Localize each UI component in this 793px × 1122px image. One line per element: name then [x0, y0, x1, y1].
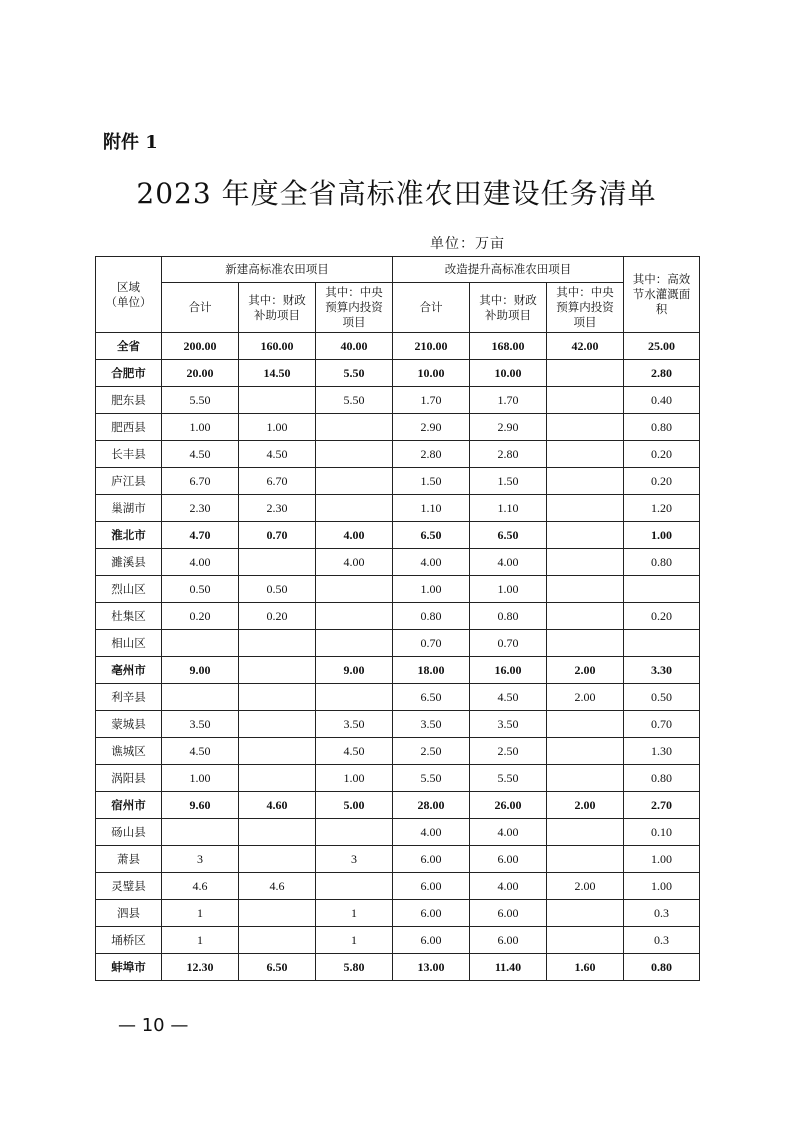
value-cell: 0.50 [624, 684, 700, 711]
value-cell: 1.70 [470, 387, 547, 414]
value-cell: 1 [316, 927, 393, 954]
value-cell: 5.50 [393, 765, 470, 792]
value-cell: 6.00 [393, 873, 470, 900]
value-cell: 2.00 [547, 873, 624, 900]
value-cell: 0.80 [393, 603, 470, 630]
value-cell: 2.70 [624, 792, 700, 819]
region-name-cell: 全省 [96, 333, 162, 360]
region-name-cell: 埇桥区 [96, 927, 162, 954]
value-cell [547, 549, 624, 576]
header-region: 区域 （单位） [96, 257, 162, 333]
table-row [96, 792, 700, 819]
value-cell: 2.90 [393, 414, 470, 441]
value-cell [547, 414, 624, 441]
value-cell: 6.00 [393, 846, 470, 873]
value-cell: 0.40 [624, 387, 700, 414]
value-cell [547, 387, 624, 414]
region-name-cell: 泗县 [96, 900, 162, 927]
value-cell: 4.50 [239, 441, 316, 468]
value-cell: 1.00 [624, 846, 700, 873]
value-cell [547, 360, 624, 387]
region-name-cell: 谯城区 [96, 738, 162, 765]
value-cell: 2.80 [624, 360, 700, 387]
value-cell [624, 630, 700, 657]
region-name-cell: 巢湖市 [96, 495, 162, 522]
value-cell [547, 468, 624, 495]
header-new-fiscal: 其中：财政补助项目 [239, 283, 316, 333]
value-cell: 9.00 [162, 657, 239, 684]
value-cell: 2.80 [470, 441, 547, 468]
region-name-cell: 萧县 [96, 846, 162, 873]
value-cell [316, 873, 393, 900]
value-cell: 1.20 [624, 495, 700, 522]
value-cell: 1.10 [470, 495, 547, 522]
value-cell [547, 846, 624, 873]
value-cell: 0.80 [624, 549, 700, 576]
value-cell [547, 441, 624, 468]
value-cell [239, 927, 316, 954]
value-cell [316, 414, 393, 441]
value-cell [547, 522, 624, 549]
table-row [96, 360, 700, 387]
value-cell: 4.00 [316, 522, 393, 549]
value-cell: 0.80 [624, 765, 700, 792]
value-cell [239, 819, 316, 846]
value-cell: 11.40 [470, 954, 547, 981]
value-cell: 10.00 [393, 360, 470, 387]
value-cell: 1.00 [470, 576, 547, 603]
value-cell: 4.6 [239, 873, 316, 900]
value-cell: 1.00 [162, 765, 239, 792]
region-name-cell: 肥东县 [96, 387, 162, 414]
value-cell: 2.50 [393, 738, 470, 765]
value-cell: 0.50 [162, 576, 239, 603]
value-cell [547, 495, 624, 522]
value-cell: 4.00 [470, 549, 547, 576]
value-cell [547, 900, 624, 927]
value-cell: 3.50 [470, 711, 547, 738]
value-cell: 6.50 [239, 954, 316, 981]
value-cell [547, 927, 624, 954]
header-irrigation: 其中：高效节水灌溉面积 [624, 257, 700, 333]
value-cell: 1.00 [239, 414, 316, 441]
table-row [96, 333, 700, 360]
value-cell: 6.00 [393, 927, 470, 954]
value-cell: 0.20 [162, 603, 239, 630]
value-cell [162, 684, 239, 711]
header-new-total: 合计 [162, 283, 239, 333]
value-cell: 0.10 [624, 819, 700, 846]
value-cell [547, 603, 624, 630]
value-cell: 2.00 [547, 792, 624, 819]
value-cell: 1.00 [624, 873, 700, 900]
table-row [96, 684, 700, 711]
value-cell [547, 576, 624, 603]
value-cell: 1.00 [316, 765, 393, 792]
table-row [96, 576, 700, 603]
value-cell: 2.50 [470, 738, 547, 765]
table-body [96, 333, 700, 981]
value-cell: 20.00 [162, 360, 239, 387]
value-cell: 200.00 [162, 333, 239, 360]
value-cell: 6.50 [393, 522, 470, 549]
value-cell: 26.00 [470, 792, 547, 819]
value-cell: 4.00 [393, 549, 470, 576]
value-cell: 2.30 [239, 495, 316, 522]
value-cell [239, 387, 316, 414]
header-new-central: 其中：中央预算内投资项目 [316, 283, 393, 333]
value-cell [316, 684, 393, 711]
value-cell [316, 495, 393, 522]
value-cell: 2.30 [162, 495, 239, 522]
value-cell: 40.00 [316, 333, 393, 360]
region-name-cell: 宿州市 [96, 792, 162, 819]
table-row [96, 927, 700, 954]
table-row [96, 873, 700, 900]
value-cell: 2.80 [393, 441, 470, 468]
region-name-cell: 长丰县 [96, 441, 162, 468]
value-cell [239, 657, 316, 684]
value-cell: 3 [316, 846, 393, 873]
value-cell: 0.50 [239, 576, 316, 603]
value-cell: 2.00 [547, 684, 624, 711]
value-cell: 0.20 [239, 603, 316, 630]
value-cell: 1.50 [470, 468, 547, 495]
value-cell [316, 441, 393, 468]
value-cell [239, 900, 316, 927]
table-row [96, 441, 700, 468]
value-cell [239, 684, 316, 711]
value-cell: 0.70 [470, 630, 547, 657]
value-cell: 6.70 [239, 468, 316, 495]
table-row [96, 630, 700, 657]
region-name-cell: 合肥市 [96, 360, 162, 387]
value-cell: 0.20 [624, 441, 700, 468]
value-cell: 28.00 [393, 792, 470, 819]
value-cell [316, 819, 393, 846]
value-cell [547, 630, 624, 657]
region-name-cell: 濉溪县 [96, 549, 162, 576]
attachment-label: 附件 1 [103, 132, 158, 153]
value-cell: 210.00 [393, 333, 470, 360]
value-cell: 1 [162, 900, 239, 927]
table-row [96, 846, 700, 873]
value-cell: 2.00 [547, 657, 624, 684]
value-cell: 3 [162, 846, 239, 873]
region-name-cell: 杜集区 [96, 603, 162, 630]
value-cell: 6.00 [470, 900, 547, 927]
value-cell: 1.10 [393, 495, 470, 522]
value-cell [547, 738, 624, 765]
value-cell: 4.50 [162, 738, 239, 765]
region-name-cell: 蚌埠市 [96, 954, 162, 981]
value-cell: 9.60 [162, 792, 239, 819]
value-cell [316, 630, 393, 657]
table-row [96, 549, 700, 576]
value-cell: 1.00 [624, 522, 700, 549]
value-cell: 0.3 [624, 900, 700, 927]
value-cell: 1.50 [393, 468, 470, 495]
region-name-cell: 灵璧县 [96, 873, 162, 900]
value-cell: 4.60 [239, 792, 316, 819]
value-cell [547, 819, 624, 846]
region-name-cell: 肥西县 [96, 414, 162, 441]
value-cell: 0.80 [624, 954, 700, 981]
region-name-cell: 烈山区 [96, 576, 162, 603]
value-cell: 14.50 [239, 360, 316, 387]
value-cell: 0.20 [624, 603, 700, 630]
table-row [96, 468, 700, 495]
value-cell: 18.00 [393, 657, 470, 684]
value-cell: 5.00 [316, 792, 393, 819]
value-cell [316, 468, 393, 495]
value-cell [547, 711, 624, 738]
value-cell: 25.00 [624, 333, 700, 360]
value-cell: 9.00 [316, 657, 393, 684]
value-cell: 0.3 [624, 927, 700, 954]
value-cell: 6.00 [393, 900, 470, 927]
table-row [96, 954, 700, 981]
value-cell: 0.70 [393, 630, 470, 657]
value-cell: 4.50 [316, 738, 393, 765]
value-cell: 4.6 [162, 873, 239, 900]
value-cell: 5.50 [162, 387, 239, 414]
table-row [96, 765, 700, 792]
value-cell [624, 576, 700, 603]
value-cell: 12.30 [162, 954, 239, 981]
value-cell [316, 603, 393, 630]
value-cell: 6.70 [162, 468, 239, 495]
value-cell: 5.50 [316, 387, 393, 414]
table-row [96, 657, 700, 684]
region-name-cell: 亳州市 [96, 657, 162, 684]
value-cell: 6.00 [470, 927, 547, 954]
value-cell: 5.50 [316, 360, 393, 387]
value-cell: 0.80 [624, 414, 700, 441]
task-list-table [95, 256, 700, 981]
table-row [96, 414, 700, 441]
value-cell: 4.00 [316, 549, 393, 576]
value-cell: 4.70 [162, 522, 239, 549]
value-cell: 0.80 [470, 603, 547, 630]
value-cell [239, 549, 316, 576]
value-cell: 4.50 [162, 441, 239, 468]
region-name-cell: 相山区 [96, 630, 162, 657]
value-cell [239, 630, 316, 657]
value-cell: 13.00 [393, 954, 470, 981]
value-cell: 6.50 [470, 522, 547, 549]
value-cell: 4.00 [162, 549, 239, 576]
value-cell [316, 576, 393, 603]
value-cell [547, 765, 624, 792]
value-cell: 0.70 [624, 711, 700, 738]
value-cell: 4.50 [470, 684, 547, 711]
page-title: 2023 年度全省高标准农田建设任务清单 [136, 177, 657, 210]
value-cell: 1.30 [624, 738, 700, 765]
value-cell: 3.30 [624, 657, 700, 684]
table-row [96, 387, 700, 414]
unit-label: 单位：万亩 [430, 236, 505, 252]
value-cell: 160.00 [239, 333, 316, 360]
value-cell: 1 [162, 927, 239, 954]
value-cell: 1.60 [547, 954, 624, 981]
header-group-new: 新建高标准农田项目 [162, 257, 393, 283]
value-cell: 10.00 [470, 360, 547, 387]
table-row [96, 522, 700, 549]
value-cell [162, 630, 239, 657]
region-name-cell: 涡阳县 [96, 765, 162, 792]
table-row [96, 711, 700, 738]
region-name-cell: 庐江县 [96, 468, 162, 495]
value-cell: 1 [316, 900, 393, 927]
header-upgrade-central: 其中：中央预算内投资项目 [547, 283, 624, 333]
value-cell [239, 711, 316, 738]
value-cell: 0.70 [239, 522, 316, 549]
page-number: — 10 — [118, 1015, 189, 1036]
value-cell [239, 846, 316, 873]
table-row [96, 603, 700, 630]
value-cell: 5.80 [316, 954, 393, 981]
table-row [96, 900, 700, 927]
value-cell [239, 738, 316, 765]
value-cell: 4.00 [393, 819, 470, 846]
value-cell: 4.00 [470, 873, 547, 900]
table-row [96, 819, 700, 846]
region-name-cell: 利辛县 [96, 684, 162, 711]
value-cell: 42.00 [547, 333, 624, 360]
value-cell: 3.50 [393, 711, 470, 738]
header-upgrade-fiscal: 其中：财政补助项目 [470, 283, 547, 333]
value-cell: 1.70 [393, 387, 470, 414]
region-name-cell: 淮北市 [96, 522, 162, 549]
value-cell: 16.00 [470, 657, 547, 684]
value-cell: 168.00 [470, 333, 547, 360]
value-cell [162, 819, 239, 846]
value-cell: 1.00 [162, 414, 239, 441]
region-name-cell: 砀山县 [96, 819, 162, 846]
value-cell: 4.00 [470, 819, 547, 846]
value-cell: 1.00 [393, 576, 470, 603]
header-upgrade-total: 合计 [393, 283, 470, 333]
value-cell: 3.50 [316, 711, 393, 738]
value-cell: 0.20 [624, 468, 700, 495]
value-cell: 3.50 [162, 711, 239, 738]
region-name-cell: 蒙城县 [96, 711, 162, 738]
table-row [96, 495, 700, 522]
value-cell: 5.50 [470, 765, 547, 792]
header-group-upgrade: 改造提升高标准农田项目 [393, 257, 624, 283]
value-cell: 6.00 [470, 846, 547, 873]
value-cell [239, 765, 316, 792]
value-cell: 2.90 [470, 414, 547, 441]
table-row [96, 738, 700, 765]
value-cell: 6.50 [393, 684, 470, 711]
